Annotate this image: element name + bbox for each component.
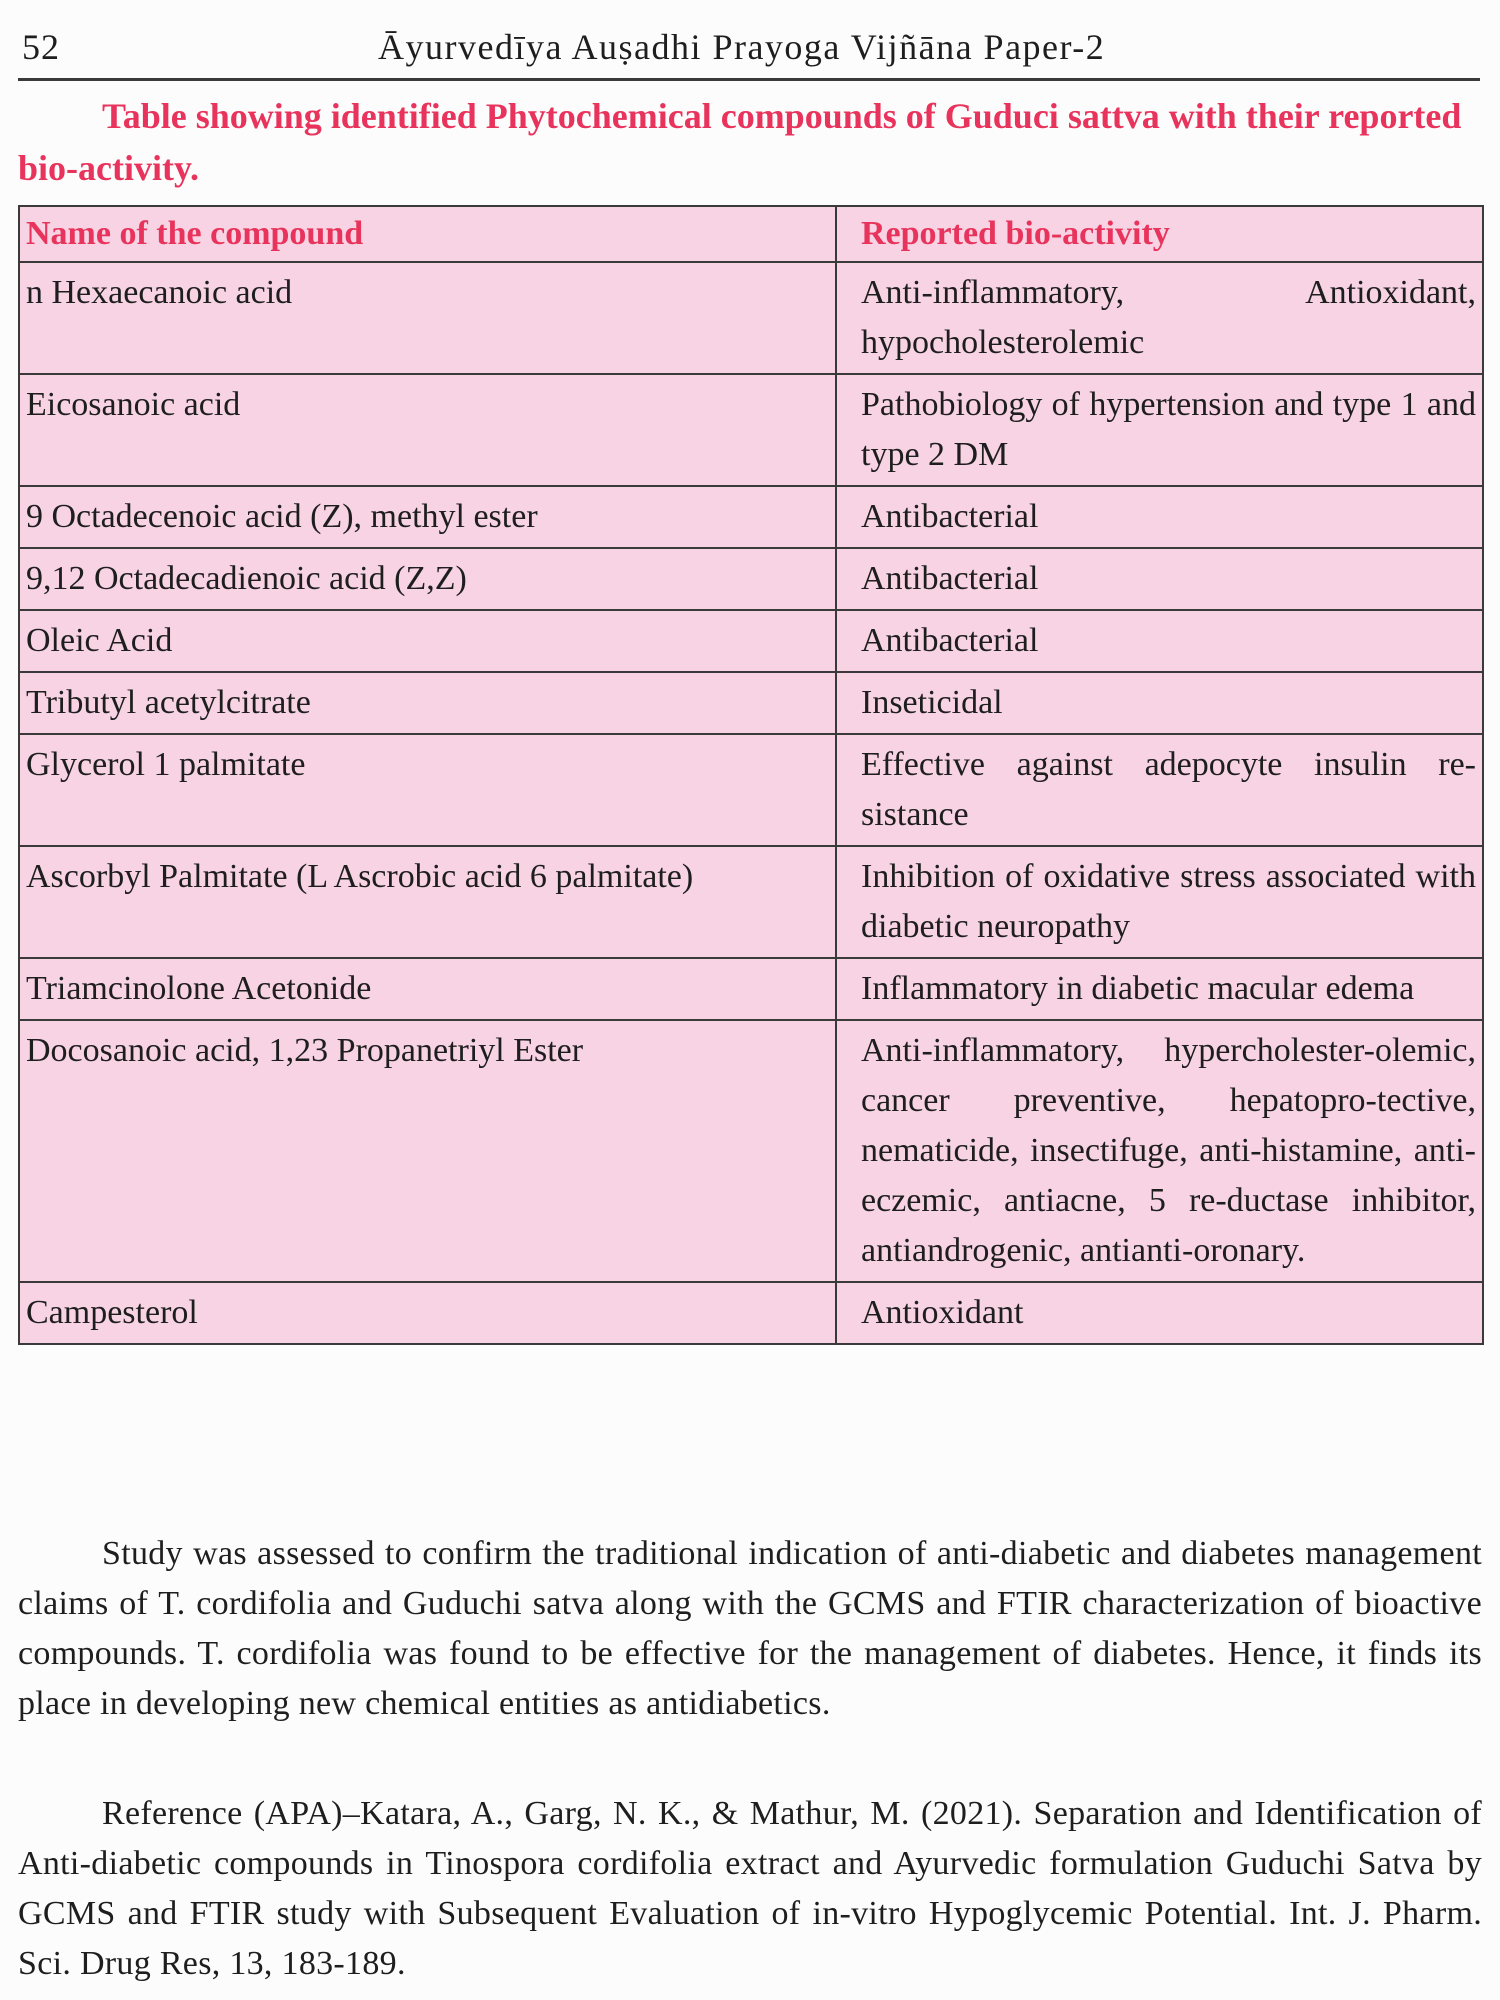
table-caption: Table showing identified Phytochemical compounds of Guduci sattva with their reported bio-activity. — [18, 96, 1462, 188]
compound-cell: n Hexaecanoic acid — [19, 262, 836, 374]
table-row — [19, 1020, 1483, 1282]
reference-paragraph: Reference (APA)–Katara, A., Garg, N. K., & Mathur, M. (2021). Separation and Identification of Anti-diabetic compounds in Tinospora cordifolia extract and Ayurvedic formulation Guduchi Satva by GCMS and FTIR study with Subsequent Evaluation of in-vitro Hypoglycemic Potential. Int. J. Pharm. Sci. Drug Res, 13, 183-189. — [18, 1795, 1482, 1982]
bio-activity-cell: Antioxidant — [836, 1282, 1483, 1344]
table-row — [19, 548, 1483, 610]
column-header-compound: Name of the compound — [19, 206, 836, 262]
bio-activity-cell: Antibacterial — [836, 486, 1483, 548]
running-head — [18, 22, 1480, 81]
table-row — [19, 1282, 1483, 1344]
study-summary-paragraph: Study was assessed to confirm the traditional indication of anti-diabetic and diabetes management claims of T. cordifolia and Guduchi satva along with the GCMS and FTIR characterization of bioactive compounds. T. cordifolia was found to be effective for the management of diabetes. Hence, it finds its place in developing new chemical entities as antidiabetics. — [18, 1535, 1482, 1722]
bio-activity-cell: Pathobiology of hypertension and type 1 and type 2 DM — [836, 374, 1483, 486]
table-header-row — [19, 206, 1483, 262]
page-number: 52 — [22, 27, 60, 67]
compound-cell: Docosanoic acid, 1,23 Propanetriyl Ester — [19, 1020, 836, 1282]
table-row — [19, 262, 1483, 374]
compound-cell: Campesterol — [19, 1282, 836, 1344]
compound-cell: Eicosanoic acid — [19, 374, 836, 486]
column-header-bio-activity: Reported bio-activity — [836, 206, 1483, 262]
bio-activity-cell: Antibacterial — [836, 548, 1483, 610]
compound-cell: Triamcinolone Acetonide — [19, 958, 836, 1020]
compound-cell: 9 Octadecenoic acid (Z), methyl ester — [19, 486, 836, 548]
compound-cell: 9,12 Octadecadienoic acid (Z,Z) — [19, 548, 836, 610]
table-row — [19, 846, 1483, 958]
bio-activity-cell: Inseticidal — [836, 672, 1483, 734]
table-row — [19, 486, 1483, 548]
table-row — [19, 610, 1483, 672]
bio-activity-cell: Effective against adepocyte insulin re-sistance — [836, 734, 1483, 846]
compound-cell: Glycerol 1 palmitate — [19, 734, 836, 846]
compound-cell: Ascorbyl Palmitate (L Ascrobic acid 6 palmitate) — [19, 846, 836, 958]
book-title: Āyurvedīya Auṣadhi Prayoga Vijñāna Paper-2 — [378, 27, 1106, 67]
phytochemical-table — [18, 205, 1482, 1345]
bio-activity-cell: Inflammatory in diabetic macular edema — [836, 958, 1483, 1020]
bio-activity-cell: Inhibition of oxidative stress associated with diabetic neuropathy — [836, 846, 1483, 958]
bio-activity-cell: Anti-inflammatory, Antioxidant, hypocholesterolemic — [836, 262, 1483, 374]
bio-activity-cell: Antibacterial — [836, 610, 1483, 672]
table-row — [19, 734, 1483, 846]
bio-activity-cell: Anti-inflammatory, hypercholester-olemic, cancer preventive, hepatopro-tective, nematicide, insectifuge, anti-histamine, anti-eczemic, antiacne, 5 re-ductase inhibitor, antiandrogenic, antianti-oronary. — [836, 1020, 1483, 1282]
table-row — [19, 374, 1483, 486]
compound-cell: Oleic Acid — [19, 610, 836, 672]
compound-cell: Tributyl acetylcitrate — [19, 672, 836, 734]
table-row — [19, 672, 1483, 734]
table-row — [19, 958, 1483, 1020]
